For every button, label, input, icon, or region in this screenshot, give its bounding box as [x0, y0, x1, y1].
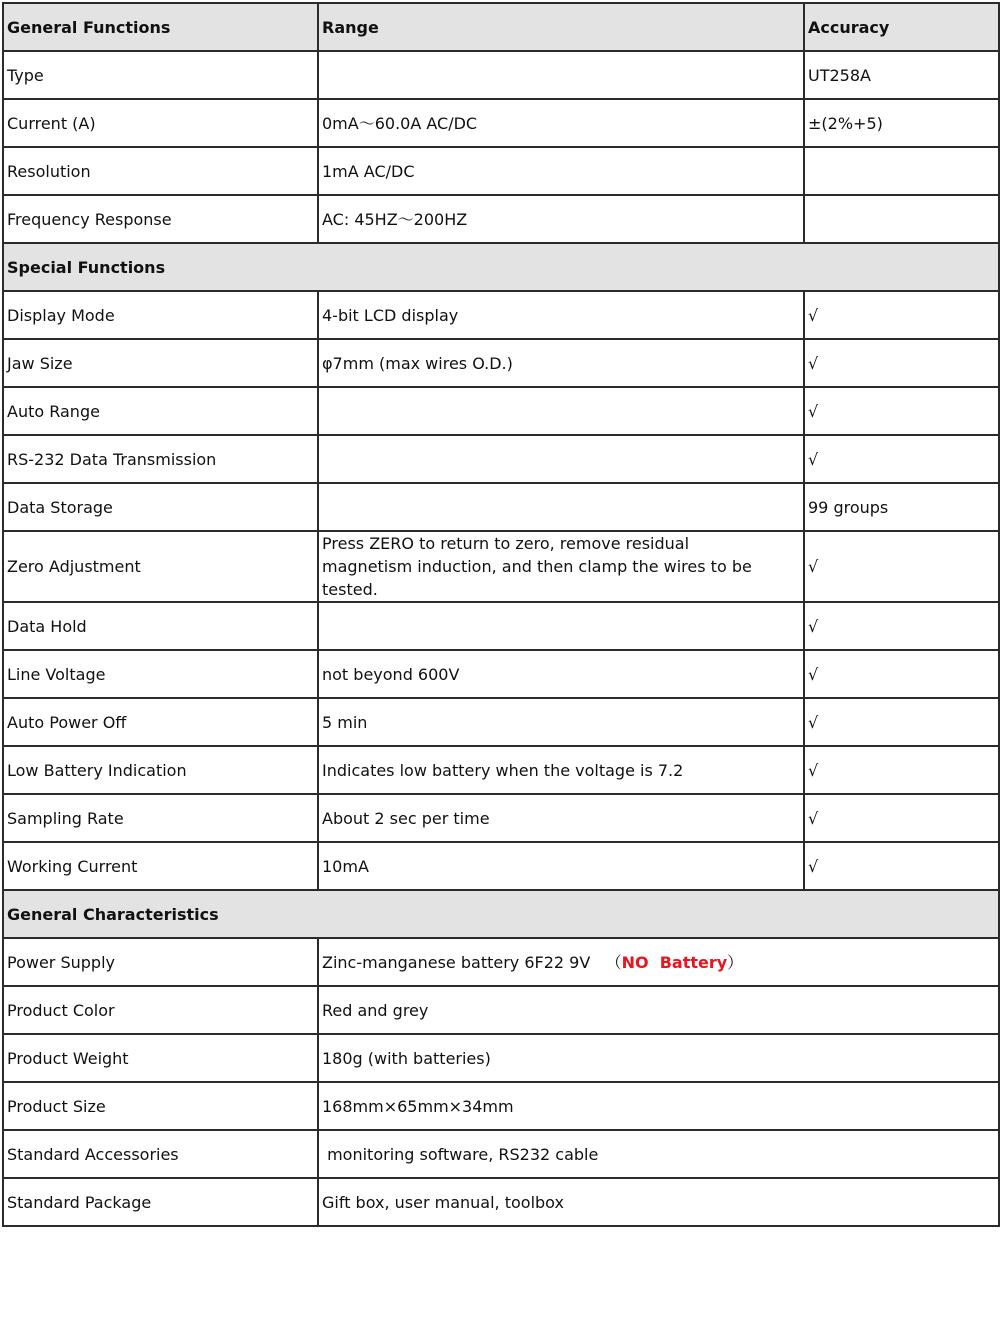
table-row: [3, 531, 999, 602]
row-accuracy: √: [804, 650, 999, 698]
table-row: [3, 435, 999, 483]
table-row: [3, 698, 999, 746]
header-accuracy: Accuracy: [804, 3, 999, 51]
table-row: [3, 986, 999, 1034]
row-range: Press ZERO to return to zero, remove residual magnetism induction, and then clamp the wires to be tested.: [318, 531, 804, 602]
row-accuracy: √: [804, 842, 999, 890]
row-label: Jaw Size: [3, 339, 318, 387]
row-accuracy: √: [804, 794, 999, 842]
row-label: Working Current: [3, 842, 318, 890]
table-row: [3, 1130, 999, 1178]
section-title: Special Functions: [3, 243, 999, 291]
row-label: Type: [3, 51, 318, 99]
row-label: Standard Accessories: [3, 1130, 318, 1178]
row-range: [318, 602, 804, 650]
row-range: φ7mm (max wires O.D.): [318, 339, 804, 387]
table-row: [3, 842, 999, 890]
header-general-functions: General Functions: [3, 3, 318, 51]
row-range: [318, 483, 804, 531]
row-value: 180g (with batteries): [318, 1034, 999, 1082]
row-label: Sampling Rate: [3, 794, 318, 842]
row-range: AC: 45HZ～200HZ: [318, 195, 804, 243]
header-range: Range: [318, 3, 804, 51]
table-row: [3, 387, 999, 435]
power-supply-value: [318, 938, 999, 986]
section-header-special-functions: [3, 243, 999, 291]
row-label: Power Supply: [3, 938, 318, 986]
row-accuracy: [804, 147, 999, 195]
section-title: General Characteristics: [3, 890, 999, 938]
row-accuracy: √: [804, 435, 999, 483]
row-accuracy: UT258A: [804, 51, 999, 99]
table-row: [3, 1178, 999, 1226]
row-label: Line Voltage: [3, 650, 318, 698]
row-accuracy: √: [804, 339, 999, 387]
row-label: Product Weight: [3, 1034, 318, 1082]
row-label: Auto Power Off: [3, 698, 318, 746]
spec-table: [2, 2, 1000, 1227]
row-range: 1mA AC/DC: [318, 147, 804, 195]
row-label: Auto Range: [3, 387, 318, 435]
row-label: Zero Adjustment: [3, 531, 318, 602]
row-range: 0mA～60.0A AC/DC: [318, 99, 804, 147]
row-accuracy: √: [804, 746, 999, 794]
table-row: [3, 195, 999, 243]
table-row: [3, 650, 999, 698]
table-row: [3, 938, 999, 986]
row-accuracy: √: [804, 531, 999, 602]
row-label: Low Battery Indication: [3, 746, 318, 794]
table-row: [3, 1034, 999, 1082]
row-range: [318, 387, 804, 435]
row-value: Gift box, user manual, toolbox: [318, 1178, 999, 1226]
row-accuracy: √: [804, 291, 999, 339]
row-range: 10mA: [318, 842, 804, 890]
row-accuracy: √: [804, 602, 999, 650]
table-row: [3, 99, 999, 147]
row-label: Standard Package: [3, 1178, 318, 1226]
row-value: 168mm×65mm×34mm: [318, 1082, 999, 1130]
row-value: monitoring software, RS232 cable: [318, 1130, 999, 1178]
row-range: not beyond 600V: [318, 650, 804, 698]
row-accuracy: √: [804, 698, 999, 746]
row-label: RS-232 Data Transmission: [3, 435, 318, 483]
row-label: Data Hold: [3, 602, 318, 650]
row-range: 5 min: [318, 698, 804, 746]
section-header-general-characteristics: [3, 890, 999, 938]
power-supply-text: Zinc-manganese battery 6F22 9V: [322, 952, 591, 972]
table-row: [3, 483, 999, 531]
table-row: [3, 147, 999, 195]
table-header-row: [3, 3, 999, 51]
row-label: Resolution: [3, 147, 318, 195]
row-range: [318, 435, 804, 483]
row-accuracy: 99 groups: [804, 483, 999, 531]
row-range: [318, 51, 804, 99]
row-label: Display Mode: [3, 291, 318, 339]
row-label: Data Storage: [3, 483, 318, 531]
table-row: [3, 794, 999, 842]
row-range: Indicates low battery when the voltage is 7.2: [318, 746, 804, 794]
row-label: Product Color: [3, 986, 318, 1034]
row-value: Red and grey: [318, 986, 999, 1034]
row-label: Frequency Response: [3, 195, 318, 243]
table-row: [3, 746, 999, 794]
row-accuracy: √: [804, 387, 999, 435]
no-battery-note: NO Battery: [621, 952, 728, 972]
row-accuracy: ±(2%+5): [804, 99, 999, 147]
paren-open: （: [605, 952, 622, 972]
table-row: [3, 602, 999, 650]
row-label: Current (A): [3, 99, 318, 147]
table-row: [3, 51, 999, 99]
row-range: About 2 sec per time: [318, 794, 804, 842]
table-row: [3, 291, 999, 339]
paren-close: ）: [727, 952, 744, 972]
row-range: 4-bit LCD display: [318, 291, 804, 339]
row-accuracy: [804, 195, 999, 243]
table-row: [3, 1082, 999, 1130]
table-row: [3, 339, 999, 387]
row-label: Product Size: [3, 1082, 318, 1130]
